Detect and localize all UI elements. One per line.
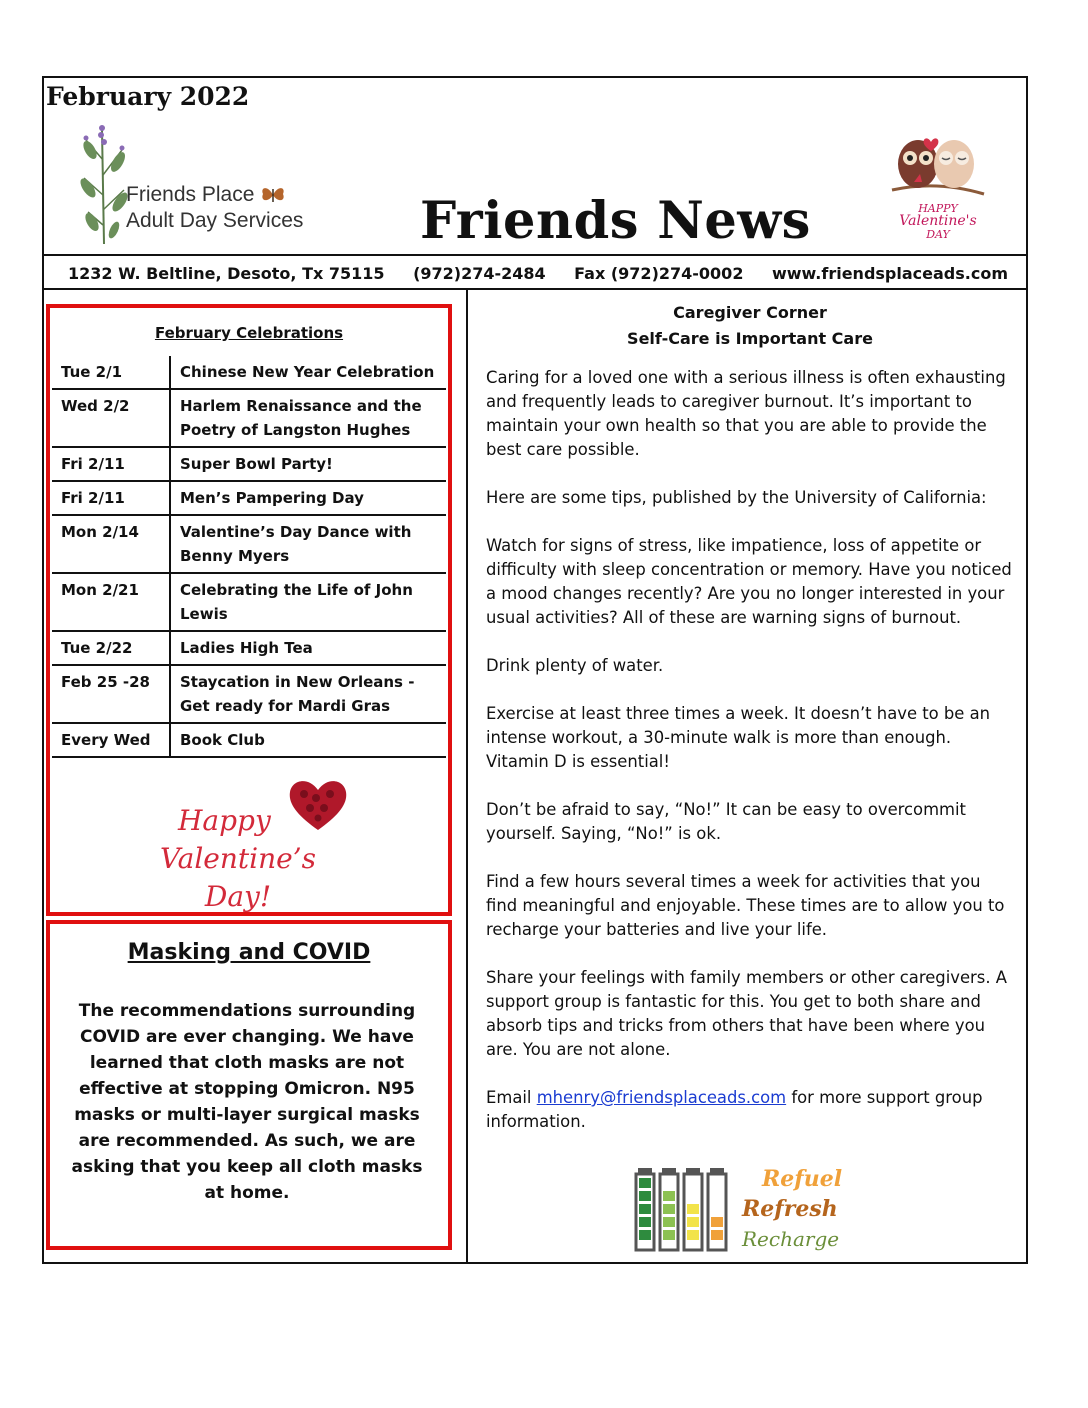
owls-caption <box>892 202 984 241</box>
contact-info-bar <box>44 258 1026 288</box>
masking-title: Masking and COVID <box>127 940 371 965</box>
batteries-icon <box>634 1164 734 1252</box>
celebration-event: Harlem Renaissance and the Poetry of Langston Hughes <box>170 389 446 447</box>
caregiver-paragraph-5: Exercise at least three times a week. It doesn’t have to be an intense workout, a 30-minute walk is more than enough. Vitamin D is essential! <box>486 704 991 771</box>
caregiver-paragraph-2: Here are some tips, published by the University of California: <box>486 488 987 507</box>
logo-text <box>126 182 303 234</box>
caregiver-corner-body <box>486 366 1014 1158</box>
refuel-text-group <box>742 1164 842 1254</box>
newsletter-frame <box>42 76 1028 1264</box>
celebrations-table <box>52 356 446 758</box>
celebration-event: Men’s Pampering Day <box>170 481 446 515</box>
celebration-event: Book Club <box>170 723 446 757</box>
celebration-event: Staycation in New Orleans - Get ready for Mardi Gras <box>170 665 446 723</box>
email-link[interactable]: mhenry@friendsplaceads.com <box>536 1088 787 1107</box>
header-divider <box>44 254 1026 256</box>
butterfly-icon <box>260 185 286 205</box>
celebration-day: Fri 2/11 <box>52 447 170 481</box>
rose-heart-icon <box>288 778 348 832</box>
celebration-day: Tue 2/22 <box>52 631 170 665</box>
masking-body: The recommendations surrounding COVID are ever changing. We have learned that cloth masks are not effective at stopping Omicron. N95 masks or multi-layer surgical masks are recommended. As such, we are asking that you keep all cloth masks at home. <box>71 1001 423 1203</box>
celebration-row <box>52 447 446 481</box>
celebration-day: Tue 2/1 <box>52 356 170 389</box>
email-suffix: for more support group information. <box>486 1088 983 1131</box>
website-link[interactable]: www.friendsplaceads.com <box>771 263 1008 283</box>
celebration-day: Feb 25 -28 <box>52 665 170 723</box>
infobar-divider <box>44 288 1026 290</box>
celebration-row <box>52 631 446 665</box>
refresh-text: Refresh <box>742 1196 838 1222</box>
refuel-refresh-recharge-graphic <box>634 1164 874 1264</box>
valentine-text-line2: Valentine’s Day! <box>160 842 316 913</box>
owls-icon <box>884 124 990 204</box>
celebration-event: Chinese New Year Celebration <box>170 356 446 389</box>
refuel-text: Refuel <box>762 1166 843 1192</box>
owls-caption-line2: Valentine's <box>899 213 977 229</box>
owls-caption-line1: HAPPY <box>918 202 958 215</box>
newsletter-title: Friends News <box>420 191 811 251</box>
issue-month: February 2022 <box>46 82 250 111</box>
celebration-row <box>52 515 446 573</box>
celebration-row <box>52 389 446 447</box>
happy-valentines-graphic <box>138 778 358 928</box>
celebration-day: Every Wed <box>52 723 170 757</box>
owls-caption-line3: DAY <box>926 228 950 241</box>
caregiver-paragraph-7: Find a few hours several times a week for activities that you find meaningful and enjoyable. These times are to allow you to recharge your batteries and live your life. <box>486 872 1005 939</box>
valentine-text-line1: Happy <box>178 804 271 837</box>
celebrations-box <box>46 304 452 916</box>
phone-text: (972)274-2484 <box>413 263 546 283</box>
celebration-event: Super Bowl Party! <box>170 447 446 481</box>
caregiver-paragraph-3: Watch for signs of stress, like impatience, loss of appetite or difficulty with sleep concentration or memory. Have you noticed a mood changes recently? Are you no longer interested in your usual activities? All of these are warning signs of burnout. <box>486 536 1012 627</box>
celebration-row <box>52 665 446 723</box>
fax-text: Fax (972)274-0002 <box>574 263 744 283</box>
recharge-text: Recharge <box>742 1227 840 1251</box>
masking-covid-box <box>46 920 452 1250</box>
caregiver-paragraph-6: Don’t be afraid to say, “No!” It can be easy to overcommit yourself. Saying, “No!” is ok. <box>486 800 966 843</box>
celebration-row <box>52 723 446 757</box>
caregiver-email-paragraph <box>486 1086 1014 1134</box>
caregiver-corner-subtitle: Self-Care is Important Care <box>627 329 873 348</box>
friends-place-logo <box>74 120 334 246</box>
celebration-day: Mon 2/14 <box>52 515 170 573</box>
celebration-event: Ladies High Tea <box>170 631 446 665</box>
address-text: 1232 W. Beltline, Desoto, Tx 75115 <box>68 263 385 283</box>
email-prefix: Email <box>486 1088 537 1107</box>
celebration-day: Fri 2/11 <box>52 481 170 515</box>
logo-text-line2: Adult Day Services <box>126 209 304 232</box>
celebration-row <box>52 356 446 389</box>
caregiver-paragraph-8: Share your feelings with family members or other caregivers. A support group is fantastic for this. You get to both share and absorb tips and tricks from others that have been where you are. You are not alone. <box>486 968 1007 1059</box>
celebration-row <box>52 481 446 515</box>
valentine-owls-graphic <box>884 124 990 241</box>
celebration-event: Celebrating the Life of John Lewis <box>170 573 446 631</box>
column-divider <box>466 288 468 1264</box>
celebration-day: Mon 2/21 <box>52 573 170 631</box>
logo-text-line1: Friends Place <box>126 182 303 208</box>
celebration-day: Wed 2/2 <box>52 389 170 447</box>
caregiver-corner-title: Caregiver Corner <box>673 303 827 322</box>
caregiver-paragraph-1: Caring for a loved one with a serious illness is often exhausting and frequently leads to caregiver burnout. It’s important to maintain your own health so that you are able to provide the best care possible. <box>486 368 1006 459</box>
caregiver-corner-heading <box>470 300 1030 352</box>
celebrations-title: February Celebrations <box>154 324 344 342</box>
celebration-event: Valentine’s Day Dance with Benny Myers <box>170 515 446 573</box>
caregiver-paragraph-4: Drink plenty of water. <box>486 656 664 675</box>
celebration-row <box>52 573 446 631</box>
